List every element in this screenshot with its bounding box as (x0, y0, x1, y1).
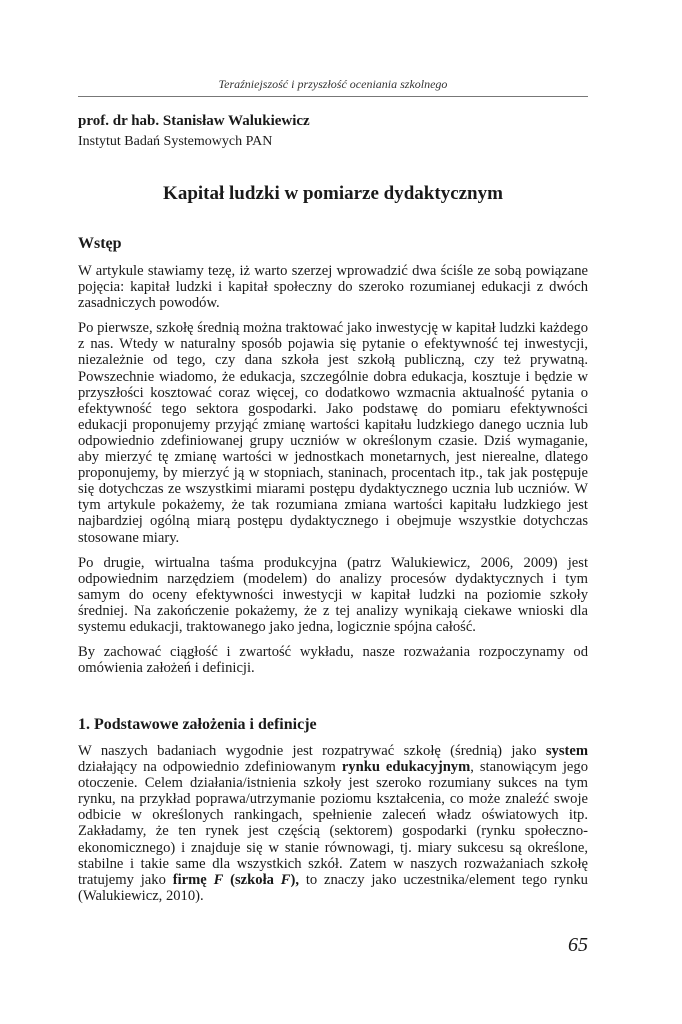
section1-body (78, 743, 588, 913)
term-firma: firmę (172, 871, 214, 888)
page-number: 65 (568, 934, 588, 956)
term-rynek: rynku edukacyjnym (341, 759, 471, 776)
running-head: Teraźniejszość i przyszłość oceniania szkolnego (218, 77, 448, 91)
author-name: prof. dr hab. Stanisław Walukiewicz (78, 113, 310, 129)
section-heading-intro: Wstęp (78, 235, 122, 252)
paragraph: W artykule stawiamy tezę, iż warto szerzej wprowadzić dwa ściśle ze sobą powiązane pojęcia: kapitał ludzki i kapitał społeczny do szeroko rozumianej edukacji z dwóch zasadniczych powodów. (78, 263, 588, 312)
author-affiliation: Instytut Badań Systemowych PAN (78, 134, 273, 149)
paragraph: Po pierwsze, szkołę średnią można traktować jako inwestycję w kapitał ludzki każdego z nas. Wtedy w naturalny sposób pojawia się pytanie o efektywność tej inwestycji, niezależnie od tego, czy dana szkoła jest szkołą publiczną, czy też prywatną. Powszechnie wiadomo, że edukacja, szczególnie dobra edukacja, kosztuje i będzie w przyszłości kosztować coraz więcej, co dodatkowo wzmacnia aktualność pytania o efektywność tego sektora gospodarki. Jako podstawę do pomiaru efektywności edukacji proponujemy przyjąć zmianę wartości kapitału ludzkiego danego ucznia lub odpowiednio zdefiniowanej grupy uczniów w określonym czasie. Dziś wymaganie, aby mierzyć tę zmianę wartości w jednostkach monetarnych, jest nierealne, dlatego proponujemy, by mierzyć ją w stopniach, staninach, procentach itp., tak jak postępuje się dotychczas ze wszystkimi miarami postępu dydaktycznego ucznia lub uczniów. W tym artykule pokażemy, że tak rozumiana zmiana wartości kapitału ludzkiego jest najbardziej ogólną miarą postępu dydaktycznego i obejmuje wszystkie dotychczas stosowane miary. (78, 320, 588, 546)
paragraph: By zachować ciągłość i zwartość wykładu, nasze rozważania rozpoczynamy od omówienia założeń i definicji. (78, 644, 588, 677)
header-rule (78, 96, 588, 97)
term-system: system (545, 743, 588, 759)
paragraph: W naszych badaniach wygodnie jest rozpatrywać szkołę (średnią) jako system działający na odpowiednio zdefiniowanym rynku edukacyjnym, stanowiącym jego otoczenie. Celem działania/istnienia szkoły jest szeroko rozumiany sukces na tym rynku, na przykład poprawa/utrzymanie poziomu kształcenia, co może znaleźć swoje odbicie w określonych rankingach, spełnienie zaleceń władz oświatowych itp. Zakładamy, że ten rynek jest częścią (sektorem) gospodarki (rynku społeczno-ekonomicznego) i znajduje się w stanie równowagi, tj. miary sukcesu są określone, stabilne i takie same dla wszystkich szkół. Zatem w naszych rozważaniach szkołę tratujemy jako firmę F (szkoła F), to znaczy jako uczestnika/element tego rynku (Walukiewicz, 2010). (78, 743, 588, 904)
section-heading-1: 1. Podstawowe założenia i definicje (78, 716, 317, 733)
paragraph: Po drugie, wirtualna taśma produkcyjna (patrz Walukiewicz, 2006, 2009) jest odpowiednim narzędziem (modelem) do analizy procesów dydaktycznych i tym samym do oceny efektywności inwestycji w kapitał ludzki na poziomie szkoły średniej. Na zakończenie pokażemy, że z tej analizy wynikają ciekawe wnioski dla systemu edukacji, traktowanego jako jedna, logicznie spójna całość. (78, 554, 588, 635)
article-title: Kapitał ludzki w pomiarze dydaktycznym (163, 183, 503, 204)
intro-body (78, 263, 588, 685)
